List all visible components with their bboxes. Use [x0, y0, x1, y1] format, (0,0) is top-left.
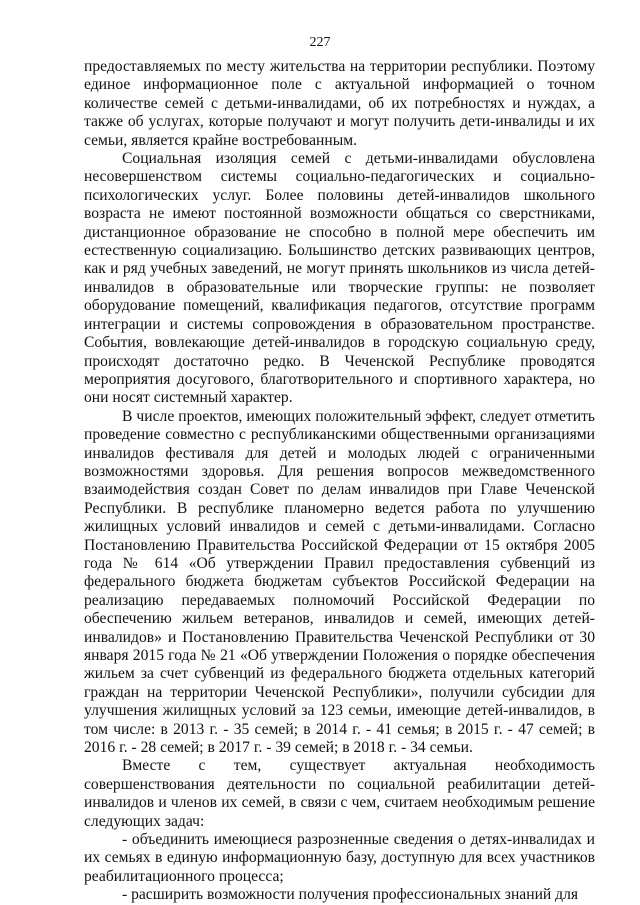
paragraph-social-isolation: Социальная изоляция семей с детьми-инвалидами обусловлена несовершенством системы социально-педагогических и социально-психологических услуг. Более половины детей-инвалидов школьного возраста не имеют постоянной возможности общаться со сверстниками, дистанционное образование не способно в полной мере обеспечить им естественную социализацию. Большинство детских развивающих центров, как и ряд учебных заведений, не могут принять школьников из числа детей-инвалидов в образовательные или творческие группы: не позволяет оборудование помещений, квалификация педагогов, отсутствие программ интеграции и системы сопровождения в образовательном пространстве. События, вовлекающие детей-инвалидов в городскую социальную среду, происходят достаточно редко. В Чеченской Республике проводятся мероприятия досугового, благотворительного и спортивного характера, но они носят системный характер.	[84, 150, 595, 407]
paragraph-projects: В числе проектов, имеющих положительный эффект, следует отметить проведение совместно с республиканскими общественными организациями инвалидов фестиваля для детей и молодых людей с ограниченными возможностями здоровья. Для решения вопросов межведомственного взаимодействия создан Совет по делам инвалидов при Главе Чеченской Республики. В республике планомерно ведется работа по улучшению жилищных условий инвалидов и семей с детьми-инвалидами. Согласно Постановлению Правительства Российской Федерации от 15 октября 2005 года № 614 «Об утверждении Правил предоставления субвенций из федерального бюджета бюджетам субъектов Российской Федерации на реализацию передаваемых полномочий Российской Федерации по обеспечению жильем ветеранов, инвалидов и семей, имеющих детей-инвалидов» и Постановлению Правительства Чеченской Республики от 30 января 2015 года № 21 «Об утверждении Положения о порядке обеспечения жильем за счет субвенций из федерального бюджета отдельных категорий граждан на территории Чеченской Республики», получили субсидии для улучшения жилищных условий за 123 семьи, имеющие детей-инвалидов, в том числе: в 2013 г. - 35 семей; в 2014 г. - 41 семья; в 2015 г. - 47 семей; в 2016 г. - 28 семей; в 2017 г. - 39 семей; в 2018 г. - 34 семьи.	[84, 407, 595, 757]
paragraph-continuation: предоставляемых по месту жительства на территории республики. Поэтому единое информационное поле с актуальной информацией о точном количестве семей с детьми-инвалидами, об их потребностях и нуждах, а также об услугах, которые получают и могут получить дети-инвалиды и их семьи, является крайне востребованным.	[84, 58, 595, 149]
list-item-database: - объединить имеющиеся разрозненные сведения о детях-инвалидах и их семьях в единую информационную базу, доступную для всех участников реабилитационного процесса;	[84, 831, 595, 885]
page-number: 227	[309, 35, 331, 50]
list-item-knowledge: - расширить возможности получения профессиональных знаний для	[122, 886, 579, 904]
paragraph-tasks-intro: Вместе с тем, существует актуальная необходимость совершенствования деятельности по социальной реабилитации детей-инвалидов и членов их семей, в связи с чем, считаем необходимым решение следующих задач:	[84, 757, 595, 830]
document-body	[84, 58, 595, 905]
